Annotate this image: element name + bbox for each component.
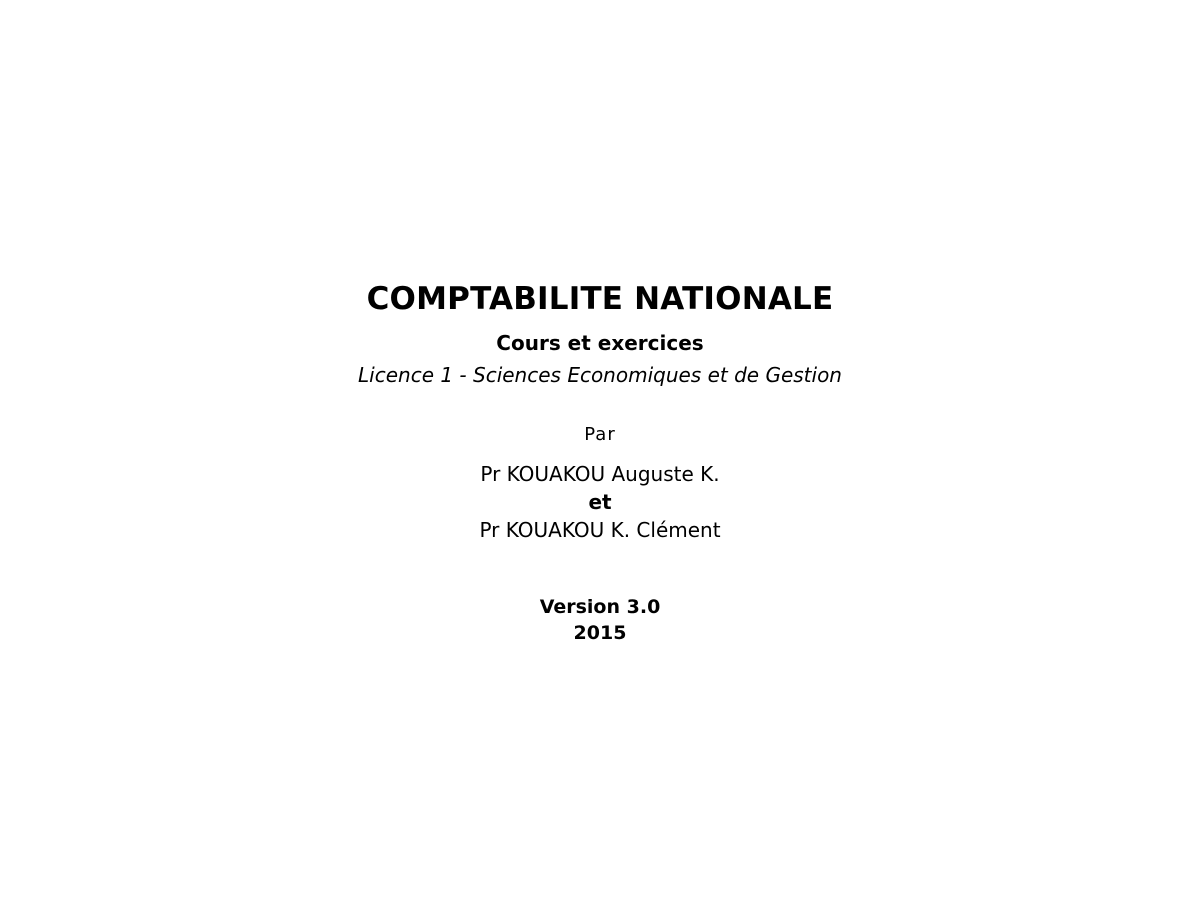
version-label: Version 3.0 — [539, 596, 661, 618]
author-name-1: Pr KOUAKOU Auguste K. — [480, 462, 720, 486]
author-separator: et — [588, 490, 612, 514]
author-name-2: Pr KOUAKOU K. Clément — [479, 518, 721, 542]
publication-year: 2015 — [573, 622, 627, 644]
program-line: Licence 1 - Sciences Economiques et de Gestion — [358, 363, 842, 387]
by-label: Par — [584, 424, 616, 445]
document-title: COMPTABILITE NATIONALE — [366, 281, 834, 317]
document-subtitle: Cours et exercices — [496, 331, 704, 355]
